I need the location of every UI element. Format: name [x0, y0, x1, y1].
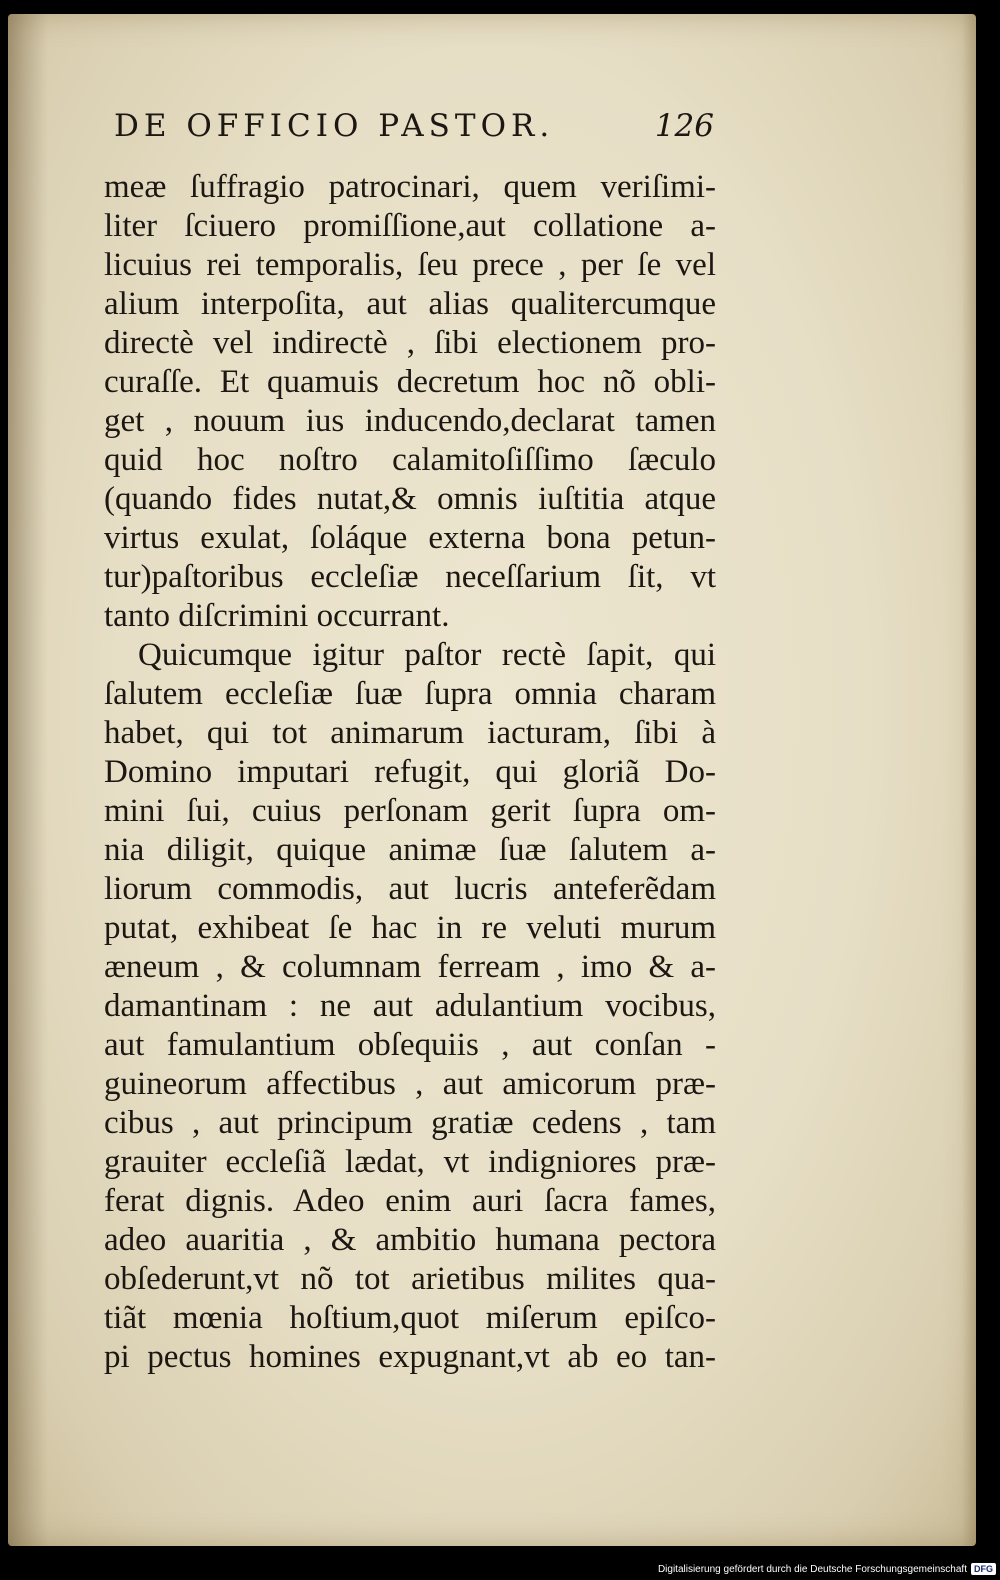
text-line: mini ſui, cuius perſonam gerit ſupra om-	[104, 793, 716, 829]
text-line: grauiter eccleſiã lædat, vt indigniores præ-	[104, 1144, 716, 1180]
digitization-credit	[658, 1558, 1000, 1580]
body-text	[104, 168, 716, 1377]
text-line: tiãt mœnia hoſtium,quot miſerum epiſco-	[104, 1300, 716, 1336]
running-head: DE OFFICIO PASTOR.	[114, 108, 555, 144]
page-header	[114, 108, 714, 158]
text-line: habet, qui tot animarum iacturam, ſibi à	[104, 715, 716, 751]
text-line: adeo auaritia , & ambitio humana pectora	[104, 1222, 716, 1258]
text-line: pi pectus homines expugnant,vt ab eo tan-	[104, 1339, 716, 1375]
text-line: guineorum affectibus , aut amicorum præ-	[104, 1066, 716, 1102]
text-line: virtus exulat, ſoláque externa bona petun-	[104, 520, 716, 556]
text-line: tur)paſtoribus eccleſiæ neceſſarium ſit, vt	[104, 559, 716, 595]
text-line: directè vel indirectè , ſibi electionem pro-	[104, 325, 716, 361]
text-line: (quando fides nutat,& omnis iuſtitia atque	[104, 481, 716, 517]
text-line: putat, exhibeat ſe hac in re veluti murum	[104, 910, 716, 946]
text-line: Domino imputari refugit, qui gloriã Do-	[104, 754, 716, 790]
text-line: nia diligit, quique animæ ſuæ ſalutem a-	[104, 832, 716, 868]
text-line: obſederunt,vt nõ tot arietibus milites qua-	[104, 1261, 716, 1297]
text-line: tanto diſcrimini occurrant.	[104, 598, 450, 634]
text-line: meæ ſuffragio patrocinari, quem veriſimi-	[104, 169, 716, 205]
text-line: quid hoc noſtro calamitoſiſſimo ſæculo	[104, 442, 716, 478]
text-line: ſalutem eccleſiæ ſuæ ſupra omnia charam	[104, 676, 716, 712]
page-number: 126	[654, 108, 714, 144]
text-line: cibus , aut principum gratiæ cedens , tam	[104, 1105, 716, 1141]
text-line: curaſſe. Et quamuis decretum hoc nõ obli-	[104, 364, 716, 400]
text-line: licuius rei temporalis, ſeu prece , per ſe vel	[104, 247, 716, 283]
text-line: get , nouum ius inducendo,declarat tamen	[104, 403, 716, 439]
credit-text: Digitalisierung gefördert durch die Deutsche Forschungsgemeinschaft	[657, 1563, 967, 1575]
text-line: æneum , & columnam ferream , imo & a-	[104, 949, 716, 985]
text-line: alium interpoſita, aut alias qualitercumque	[104, 286, 716, 322]
text-line: liter ſciuero promiſſione,aut collatione a-	[104, 208, 716, 244]
book-page	[8, 14, 976, 1546]
text-line: liorum commodis, aut lucris anteferẽdam	[104, 871, 716, 907]
text-line: aut famulantium obſequiis , aut conſan -	[104, 1027, 716, 1063]
dfg-logo-icon: DFG	[971, 1563, 996, 1575]
text-line: damantinam : ne aut adulantium vocibus,	[104, 988, 716, 1024]
text-line: ferat dignis. Adeo enim auri ſacra fames,	[104, 1183, 716, 1219]
text-line: Quicumque igitur paſtor rectè ſapit, qui	[138, 637, 716, 673]
